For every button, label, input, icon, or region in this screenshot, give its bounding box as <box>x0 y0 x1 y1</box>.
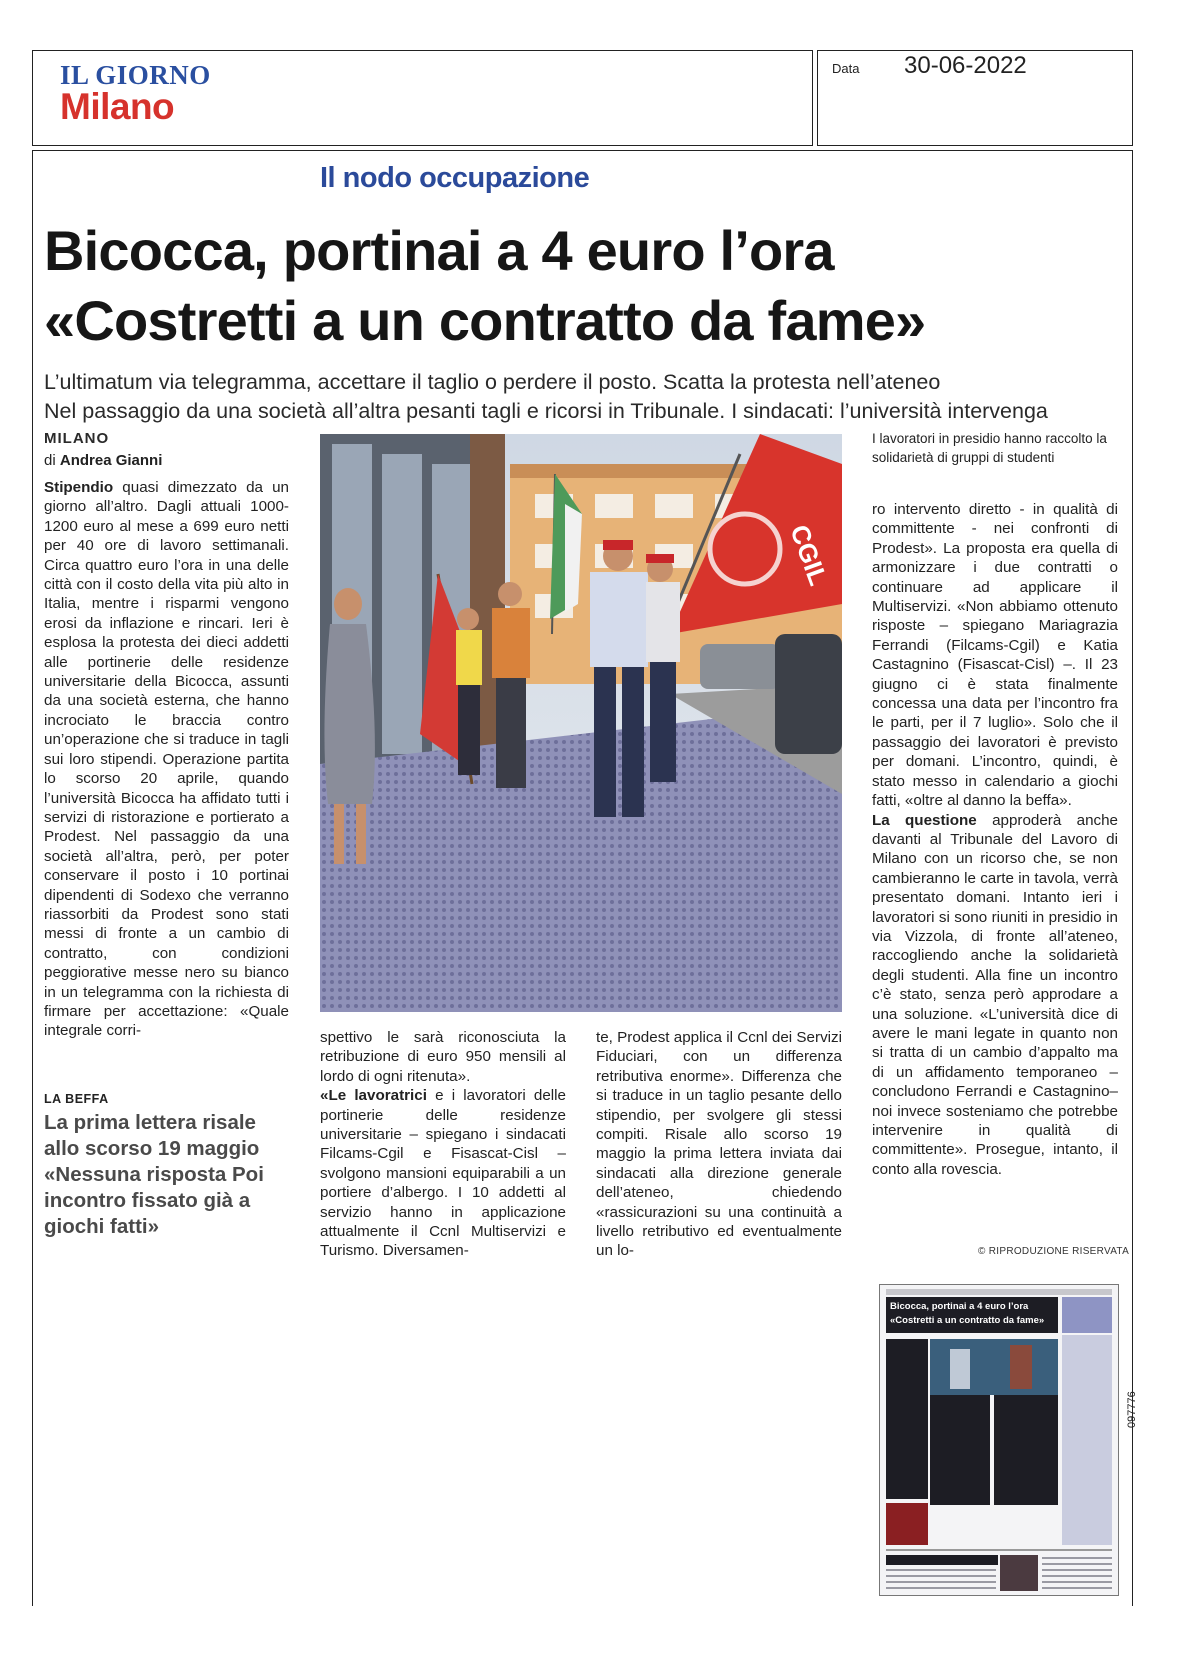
page-thumbnail <box>879 1284 1119 1596</box>
man-red-cap <box>646 554 680 782</box>
col1-text: quasi dimezzato da un giorno all’altro. Dagli attuali 1000-1200 euro al mese a 699 euro netti per 40 ore di lavoro settimanali. Circa quattro euro l’ora in una delle città con il costo della vita più alto in Italia, mentre i risparmi vengono erosi da inflazione e rincari. Ieri è esplosa la protesta dei dieci addetti alle portinerie delle residenze universitarie della Bicocca, assunti da una società esterna, che hanno incrociato le braccia contro un’operazione che si traduce in tagli sui loro stipendi. Operazione partita lo scorso 20 aprile, quando l’università Bicocca ha affidato tutti i servizi di ristorazione e portierato a Prodest. Nel passaggio da una società all’altra, però, per poter conservare il posto i 10 portinai dipendenti di Sodexo che verranno riassorbiti da Prodest sono stati messi di fronte a un cambio di contratto, con condizioni peggiorative messe nero su bianco in un telegramma con la richiesta di firmare per accettazione: «Quale integrale corri- <box>44 479 289 1040</box>
col4-lead: La questione <box>872 811 977 829</box>
article-column-3: te, Prodest applica il Ccnl dei Servizi Fiduciari, con un differenza retributiva enorme». Differenza che si traduce in un taglio pesante dello stipendio, per svolgere gli stessi compiti. Risale allo scorso 19 maggio la prima lettera inviata dai sindacati alla direzione generale dell’ateneo, chiedendo «rassicurazioni su una continuità a livello retributivo ed eventualmente un lo- <box>596 1029 842 1260</box>
dateline: MILANO <box>44 430 110 447</box>
flag-text: CGIL <box>784 520 834 590</box>
sidebar-label: LA BEFFA <box>44 1092 109 1106</box>
logo-milano: Milano <box>60 86 175 127</box>
byline-prefix: di <box>44 452 56 469</box>
article-column-1 <box>44 478 289 1041</box>
byline <box>44 452 162 469</box>
article-column-4 <box>872 500 1118 1179</box>
article-kicker: Il nodo occupazione <box>320 162 590 194</box>
date-label: Data <box>832 61 860 76</box>
byline-author: Andrea Gianni <box>59 452 163 469</box>
col2-text-b: e i lavoratori delle portinerie delle residenze universitarie – spiegano i sindacati Filcams-Cgil e Fisascat-Cisl – svolgono mansioni equiparabili a un portiere d’albergo. I 10 addetti al servizio hanno in applicazione attualmente il Ccnl Multiservizi e Turismo. Diversamen- <box>320 1087 566 1260</box>
subhead-line-2: Nel passaggio da una società all’altra pesanti tagli e ricorsi in Tribunale. I sindacati: l’università intervenga <box>44 399 1048 423</box>
col4-text-b: approderà anche davanti al Tribunale del Lavoro di Milano con un ricorso che, se non cambieranno le carte in tavola, verrà presentato domani. Intanto ieri i lavoratori si sono riuniti in presidio in via Vizzola, di fronte all’ateneo, raccogliendo anche la solidarietà degli studenti. Alla fine un incontro c’è stato, senza però approdare a una soluzione. «L’università dice di avere le mani legate in quanto non si tratta di un cambio d’appalto ma di un affidamento temporaneo – concludono Ferrandi e Castagnino– noi invece sosteniamo che potrebbe intervenire in qualità di committente». Prosegue, intanto, il conto alla rovescia. <box>872 811 1119 1178</box>
date-value: 30-06-2022 <box>904 52 1027 79</box>
col4-text-a: ro intervento diretto - in qualità di committente - nei confronti di Prodest». La proposta era quella di armonizzare i due contratti o continuare ad applicare il Multiservizi. «Non abbiamo ottenuto risposte – spiegano Mariagrazia Ferrandi (Filcams-Cgil) e Katia Castagnino (Fisascat-Cisl) –. Il 23 giugno ci è stata finalmente concessa una data per l’incontro fra le parti, per il 7 luglio». Solo che il passaggio dei lavoratori è previsto per domani. L’incontro, quindi, è stato messo in calendario a giochi fatti, «oltre al danno la beffa». <box>872 501 1118 810</box>
thumbnail-headline-2: «Costretti a un contratto da fame» <box>890 1315 1045 1326</box>
subhead-line-1: L’ultimatum via telegramma, accettare il taglio o perdere il posto. Scatta la protesta nell’ateneo <box>44 370 941 394</box>
photo-caption: I lavoratori in presidio hanno raccolto la solidarietà di gruppi di studenti <box>872 431 1107 465</box>
side-code: 097776 <box>1126 1391 1138 1428</box>
protester-orange <box>492 582 530 788</box>
sidebar-pullquote: La prima lettera risale allo scorso 19 maggio «Nessuna risposta Poi incontro fissato già a giochi fatti» <box>44 1111 264 1238</box>
headline-line-1: Bicocca, portinai a 4 euro l’ora <box>44 219 834 282</box>
col2-lead: «Le lavoratrici <box>320 1087 427 1105</box>
article-column-2 <box>320 1028 566 1261</box>
logo-il-giorno: IL GIORNO <box>60 60 211 90</box>
protest-photo-illustration <box>320 434 842 1012</box>
protest-photo <box>320 434 842 1012</box>
copyright-notice: © RIPRODUZIONE RISERVATA <box>978 1246 1130 1257</box>
protester-yellow <box>456 608 482 775</box>
headline-line-2: «Costretti a un contratto da fame» <box>44 289 926 352</box>
col1-lead: Stipendio <box>44 479 114 496</box>
thumbnail-headline-1: Bicocca, portinai a 4 euro l’ora <box>890 1301 1029 1312</box>
page-thumbnail-illustration <box>880 1285 1118 1595</box>
col2-text-a: spettivo le sarà riconosciuta la retribuzione di euro 950 mensili al lordo di ogni ritenuta». <box>320 1029 566 1085</box>
